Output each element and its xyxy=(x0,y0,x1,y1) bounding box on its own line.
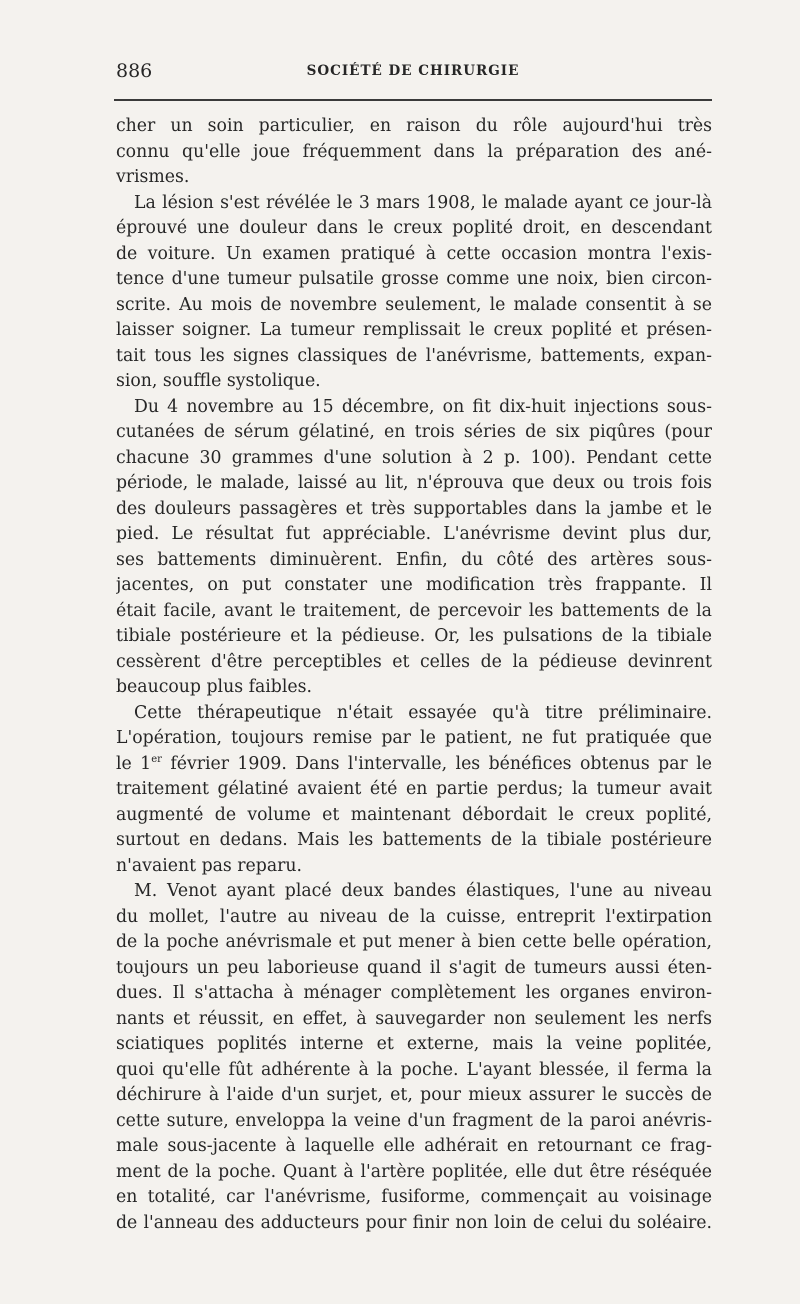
text-line: cutanées de sérum gélatiné, en trois séries de six piqûres (pour xyxy=(116,422,712,442)
text-line: de voiture. Un examen pratiqué à cette occasion montra l'exis- xyxy=(116,243,712,264)
text-line: tibiale postérieure et la pédieuse. Or, les pulsations de la tibiale xyxy=(116,626,712,646)
text-line: éprouvé une douleur dans le creux poplité droit, en descendant xyxy=(116,218,712,238)
text-line: nants et réussit, en effet, à sauvegarder non seulement les nerfs xyxy=(116,1008,712,1029)
text-line: chacune 30 grammes d'une solution à 2 p. 100). Pendant cette xyxy=(116,447,712,468)
header-rule xyxy=(114,99,712,101)
text-line: toujours un peu laborieuse quand il s'agit de tumeurs aussi éten- xyxy=(116,957,712,978)
text-line: Cette thérapeutique n'était essayée qu'à titre préliminaire. xyxy=(134,702,712,723)
text-line: beaucoup plus faibles. xyxy=(116,677,312,697)
text-line: connu qu'elle joue fréquemment dans la préparation des ané- xyxy=(116,141,712,162)
superscript: er xyxy=(151,753,162,765)
body-text xyxy=(116,114,712,1236)
text-line: sciatiques poplités interne et externe, mais la veine poplitée, xyxy=(116,1034,712,1054)
page-header xyxy=(116,60,710,86)
text-line: jacentes, on put constater une modification très frappante. Il xyxy=(116,575,712,595)
text-line: était facile, avant le traitement, de percevoir les battements de la xyxy=(116,600,712,621)
text-line: sion, souffle systolique. xyxy=(116,371,321,391)
text-line: L'opération, toujours remise par le patient, ne fut pratiquée que xyxy=(116,728,712,748)
text-line: période, le malade, laissé au lit, n'éprouva que deux ou trois fois xyxy=(116,473,712,493)
text-line: cette suture, enveloppa la veine d'un fragment de la paroi anévris- xyxy=(116,1110,712,1131)
text-line: laisser soigner. La tumeur remplissait le creux poplité et présen- xyxy=(116,320,712,340)
page-number: 886 xyxy=(116,60,153,82)
text-line: male sous-jacente à laquelle elle adhérait en retournant ce frag- xyxy=(116,1136,712,1156)
text-line: cher un soin particulier, en raison du rôle aujourd'hui très xyxy=(116,116,712,136)
text-line: ses battements diminuèrent. Enfin, du côté des artères sous- xyxy=(116,549,712,570)
text-line: déchirure à l'aide d'un surjet, et, pour mieux assurer le succès de xyxy=(116,1085,712,1105)
text-line: augmenté de volume et maintenant débordait le creux poplité, xyxy=(116,804,712,825)
text-line: cessèrent d'être perceptibles et celles de la pédieuse devinrent xyxy=(116,651,712,672)
text-line: ment de la poche. Quant à l'artère poplitée, elle dut être réséquée xyxy=(116,1161,712,1182)
text-line: n'avaient pas reparu. xyxy=(116,855,303,876)
text-line: Du 4 novembre au 15 décembre, on fit dix-huit injections sous- xyxy=(134,396,712,417)
text-line: de la poche anévrismale et put mener à bien cette belle opération, xyxy=(116,932,712,952)
text-line: tence d'une tumeur pulsatile grosse comme une noix, bien circon- xyxy=(116,269,712,289)
text-line: tait tous les signes classiques de l'anévrisme, battements, expan- xyxy=(116,345,712,366)
text-line: surtout en dedans. Mais les battements de la tibiale postérieure xyxy=(116,830,712,850)
text-line: quoi qu'elle fût adhérente à la poche. L'ayant blessée, il ferma la xyxy=(116,1059,712,1080)
text-line: M. Venot ayant placé deux bandes élastiques, l'une au niveau xyxy=(134,881,712,901)
running-title: SOCIÉTÉ DE CHIRURGIE xyxy=(306,63,520,79)
text-line: La lésion s'est révélée le 3 mars 1908, le malade ayant ce jour-là xyxy=(134,192,712,213)
text-line: de l'anneau des adducteurs pour finir non loin de celui du soléaire. xyxy=(116,1212,712,1233)
text-line: en totalité, car l'anévrisme, fusiforme, commençait au voisinage xyxy=(116,1187,712,1207)
text-line: des douleurs passagères et très supportables dans la jambe et le xyxy=(116,498,712,519)
text-line: traitement gélatiné avaient été en partie perdus; la tumeur avait xyxy=(116,779,712,799)
text-line: le 1er février 1909. Dans l'intervalle, les bénéfices obtenus par le xyxy=(116,753,712,774)
text-line: scrite. Au mois de novembre seulement, le malade consentit à se xyxy=(116,294,712,315)
text-line: vrismes. xyxy=(116,167,190,187)
text-line: du mollet, l'autre au niveau de la cuisse, entreprit l'extirpation xyxy=(116,906,712,927)
text-line: dues. Il s'attacha à ménager complètement les organes environ- xyxy=(116,983,712,1003)
text-line: pied. Le résultat fut appréciable. L'anévrisme devint plus dur, xyxy=(116,524,712,544)
